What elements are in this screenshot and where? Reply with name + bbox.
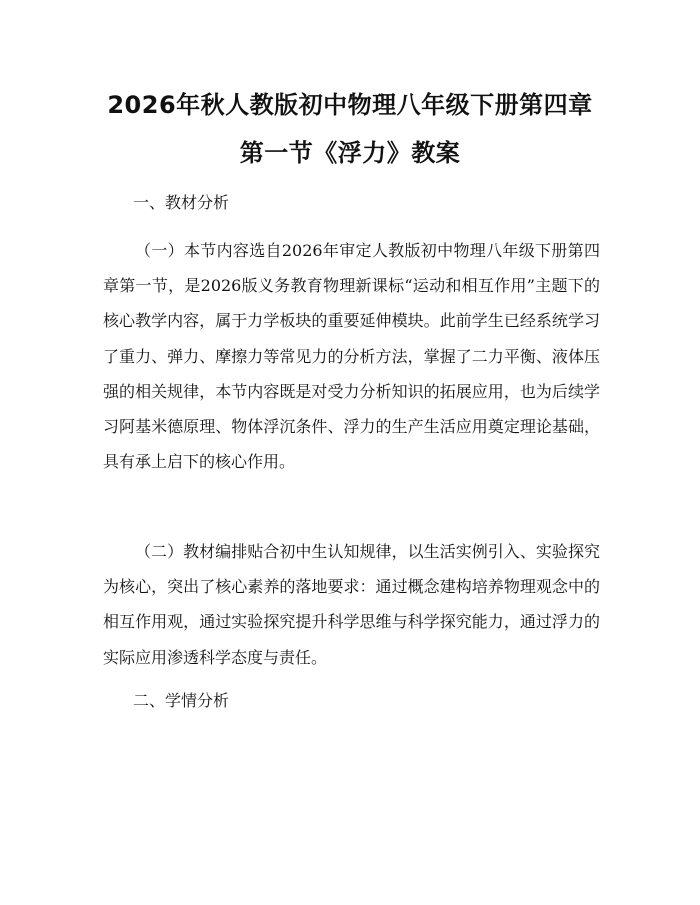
paragraph-textbook-arrangement: （二）教材编排贴合初中生认知规律，以生活实例引入、实验探究为核心，突出了核心素养的落地要求：通过概念建构培养物理观念中的相互作用观，通过实验探究提升科学思维与科学探究能力，通过浮力的实际应用渗透科学态度与责任。 xyxy=(103,542,600,667)
paragraph-textbook-position: （一）本节内容选自2026年审定人教版初中物理八年级下册第四章第一节，是2026版义务教育物理新课标“运动和相互作用”主题下的核心教学内容，属于力学板块的重要延伸模块。此前学生已经系统学习了重力、弹力、摩擦力等常见力的分析方法，掌握了二力平衡、液体压强的相关规律，本节内容既是对受力分析知识的拓展应用，也为后续学习阿基米德原理、物体浮沉条件、浮力的生产生活应用奠定理论基础，具有承上启下的核心作用。 xyxy=(103,241,600,472)
section-heading-textbook-analysis: 一、教材分析 xyxy=(133,193,230,212)
section-heading-learner-analysis: 二、学情分析 xyxy=(133,691,230,710)
document-title-line-2: 第一节《浮力》教案 xyxy=(239,139,461,167)
document-title-line-1: 2026年秋人教版初中物理八年级下册第四章 xyxy=(107,91,593,119)
